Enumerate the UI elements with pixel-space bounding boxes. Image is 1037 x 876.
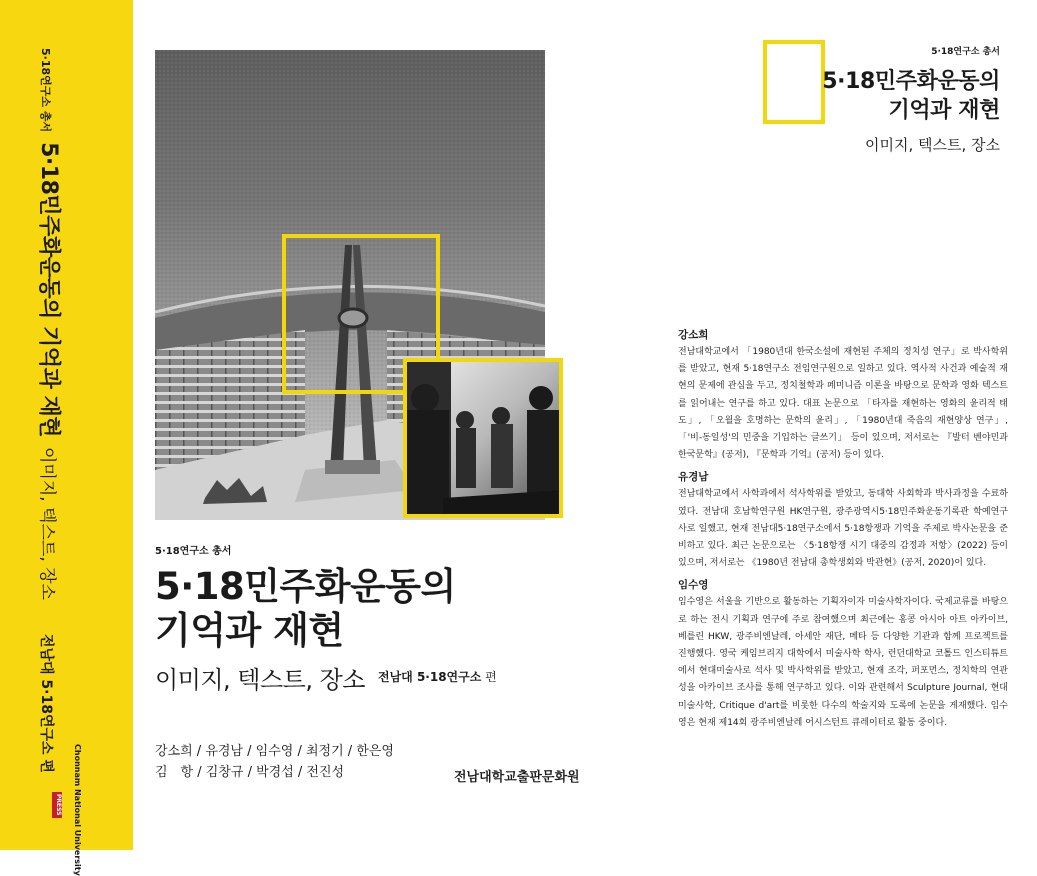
front-editor-suffix: 편 bbox=[485, 670, 497, 684]
back-series: 5·18연구소 총서 bbox=[931, 47, 1000, 57]
front-authors bbox=[155, 741, 394, 783]
back-title-line2: 기억과 재현 bbox=[888, 98, 1000, 123]
back-title bbox=[822, 67, 1000, 125]
publisher-logo bbox=[48, 742, 82, 876]
front-title bbox=[155, 565, 456, 653]
bio-name: 유경남 bbox=[678, 471, 709, 484]
front-editor-org: 전남대 5·18연구소 bbox=[378, 670, 482, 684]
book-spine bbox=[0, 0, 133, 876]
front-title-line1: 5·18민주화운동의 bbox=[155, 565, 456, 608]
yellow-frame-back bbox=[763, 40, 825, 124]
bio-entry bbox=[678, 576, 1008, 732]
front-series: 5·18연구소 총서 bbox=[155, 546, 232, 557]
spine-editor: 전남대 5·18연구소 편 bbox=[38, 633, 54, 773]
front-title-line2: 기억과 재현 bbox=[155, 609, 344, 652]
front-publisher: 전남대학교출판문화원 bbox=[454, 770, 580, 785]
back-title-line1: 5·18민주화운동의 bbox=[822, 69, 1000, 94]
yellow-frame-front-inset bbox=[403, 358, 563, 518]
bio-text: 전남대학교에서 사학과에서 석사학위를 받았고, 동대학 사회학과 박사과정을 수료하였다. 전남대 호남학연구원 HK연구원, 광주광역시5·18민주화운동기록관 학예연구사로 일했고, 현재 전남대5·18연구소에서 5·18항쟁과 기억을 주제로 박사논문을 준비하고 있다. 최근 논문으로는 〈5·18항쟁 시기 대중의 감정과 저항〉(2022) 등이 있으며, 저서로는 《1980년 전남대 총학생회와 박관현》(공저, 2020)이 있다. bbox=[678, 489, 1008, 569]
bio-name: 강소희 bbox=[678, 329, 709, 341]
spine-series: 5·18연구소 총서 bbox=[39, 48, 52, 133]
bio-entry bbox=[678, 468, 1008, 572]
front-subtitle: 이미지, 텍스트, 장소 bbox=[155, 666, 365, 694]
front-editor bbox=[378, 668, 497, 685]
spine-title: 5·18민주화운동의 기억과 재현 bbox=[36, 142, 61, 437]
bio-text: 임수영은 서울을 기반으로 활동하는 기획자이자 미술사학자이다. 국제교류를 바탕으로 하는 전시 기획과 연구에 주로 참여했으며 최근에는 홍콩 아시아 아트 아카이브, 베를린 HKW, 광주비엔날레, 아세안 재단, 메타 등 다양한 기관과 함께 프로젝트를 진행했다. 영국 케임브리지 대학에서 미술사학 학사, 런던대학교 코톨드 인스티튜트에서 현대미술사로 석사 및 박사학위를 받았고, 현재 조각, 퍼포먼스, 정치학의 연관성을 아카이브 조사를 통해 연구하고 있다. 이와 관련해서 Sculpture Journal, 현대미술사학, Critique d'art를 비롯한 다수의 학술지와 도록에 논문을 게재했다. 임수영은 현재 제14회 광주비엔날레 어시스턴트 큐레이터로 활동 중이다. bbox=[678, 597, 1008, 728]
authors-line1: 강소희 / 유경남 / 임수영 / 최정기 / 한은영 bbox=[155, 744, 394, 759]
spine-text bbox=[35, 48, 66, 773]
bio-name: 임수영 bbox=[678, 579, 709, 592]
publisher-logo-text: Chonnam National University bbox=[73, 744, 82, 876]
bio-entry bbox=[678, 326, 1008, 464]
spine-subtitle: 이미지, 텍스트, 장소 bbox=[37, 446, 57, 600]
authors-line2: 김 항 / 김창규 / 박경섭 / 전진성 bbox=[155, 765, 345, 780]
bio-text: 전남대학교에서 「1980년대 한국소설에 재현된 주체의 정치성 연구」로 박사학위를 받았고, 현재 5·18연구소 전임연구원으로 일하고 있다. 역사적 사건과 예술적 재현의 문제에 관심을 두고, 정치철학과 페미니즘 이론을 바탕으로 문학과 영화 텍스트를 읽어내는 연구를 하고 있다. 대표 논문으로 「타자를 재현하는 영화의 윤리적 태도」, 「오월을 호명하는 문학의 윤리」, 「1980년대 죽음의 재현양상 연구」, 「'비-동일성'의 민중을 기입하는 글쓰기」 등이 있으며, 저서로는 『발터 벤야민과 한국문학』(공저), 『문학과 기억』(공저) 등이 있다. bbox=[678, 347, 1008, 461]
author-bios bbox=[678, 326, 1008, 736]
back-subtitle: 이미지, 텍스트, 장소 bbox=[865, 136, 1000, 154]
press-badge: PRESS bbox=[52, 792, 62, 818]
